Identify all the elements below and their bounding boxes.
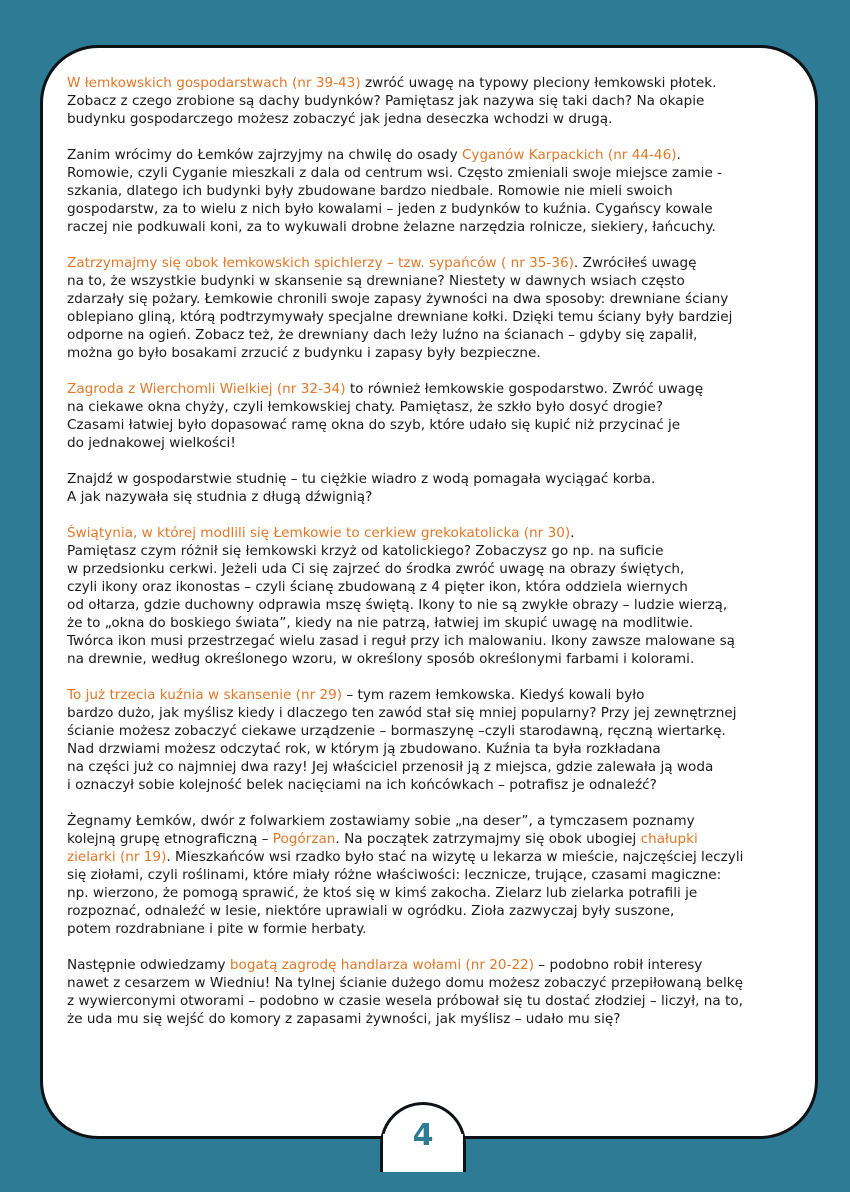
- text-line: [67, 758, 807, 776]
- text-line: [67, 992, 807, 1010]
- body-text: się ziołami, czyli roślinami, które miały różne właściwości: lecznicze, trujące, czasami magiczne:: [67, 867, 722, 883]
- body-text: . Na początek zatrzymajmy się obok ubogiej: [335, 831, 641, 847]
- text-line: [67, 326, 807, 344]
- body-text: zdarzały się pożary. Łemkowie chronili swoje zapasy żywności na dwa sposoby: drewniane ściany: [67, 291, 729, 307]
- text-line: [67, 830, 807, 848]
- text-line: [67, 722, 807, 740]
- body-text: można go było bosakami zrzucić z budynku i zapasy były bezpieczne.: [67, 345, 541, 361]
- text-line: [67, 110, 807, 128]
- paragraph: [67, 74, 807, 128]
- body-text: szkania, dlatego ich budynki były zbudowane bardzo niedbale. Romowie nie mieli swoich: [67, 183, 673, 199]
- body-text: to również łemkowskie gospodarstwo. Zwróć uwagę: [345, 381, 704, 397]
- text-line: [67, 686, 807, 704]
- text-line: [67, 524, 807, 542]
- highlighted-text: chałupki: [640, 831, 698, 847]
- text-line: [67, 200, 807, 218]
- body-text: nawet z cesarzem w Wiedniu! Na tylnej ścianie dużego domu możesz zobaczyć przepiłowaną belkę: [67, 975, 743, 991]
- text-line: [67, 866, 807, 884]
- body-text: . Mieszkańców wsi rzadko było stać na wizytę u lekarza w mieście, najczęściej leczyli: [166, 849, 744, 865]
- body-text: czyli ikony oraz ikonostas – czyli ścianę zbudowaną z 4 pięter ikon, która oddziela wiernych: [67, 579, 688, 595]
- body-text: Nad drzwiami możesz odczytać rok, w którym ją zbudowano. Kuźnia ta była rozkładana: [67, 741, 661, 757]
- body-text: na części już co najmniej dwa razy! Jej właściciel przenosił ją z miejsca, gdzie zalewała ją woda: [67, 759, 714, 775]
- body-text: oblepiano gliną, którą podtrzymywały specjalne drewniane kołki. Dzięki temu ściany były bardziej: [67, 309, 733, 325]
- text-line: [67, 470, 807, 488]
- body-text: Twórca ikon musi przestrzegać wielu zasad i reguł przy ich malowaniu. Ikony zawsze malowane są: [67, 633, 735, 649]
- text-line: [67, 776, 807, 794]
- text-line: [67, 398, 807, 416]
- highlighted-text: Zagroda z Wierchomli Wielkiej (nr 32-34): [67, 381, 346, 397]
- paragraph: [67, 254, 807, 362]
- body-text: Zobacz z czego zrobione są dachy budynków? Pamiętasz jak nazywa się taki dach? Na okapie: [67, 93, 705, 109]
- paragraph: [67, 812, 807, 938]
- body-text: .: [570, 525, 575, 541]
- body-text: .: [676, 147, 681, 163]
- body-text: Zanim wrócimy do Łemków zajrzyjmy na chwilę do osady: [67, 147, 462, 163]
- text-line: [67, 542, 807, 560]
- body-text: raczej nie podkuwali koni, za to wykuwali drobne żelazne narzędzia rolnicze, siekiery, łańcuchy.: [67, 219, 716, 235]
- body-text: Pamiętasz czym różnił się łemkowski krzyż od katolickiego? Zobaczysz go np. na suficie: [67, 543, 664, 559]
- body-text: z wywierconymi otworami – podobno w czasie wesela próbował się tu dostać złodziej – liczył, na to,: [67, 993, 743, 1009]
- body-text: Czasami łatwiej było dopasować ramę okna do szyb, które udało się kupić niż przycinać je: [67, 417, 681, 433]
- highlighted-text: Pogórzan: [272, 831, 336, 847]
- highlighted-text: Cyganów Karpackich (nr 44-46): [461, 147, 677, 163]
- body-text: na ciekawe okna chyży, czyli łemkowskiej chaty. Pamiętasz, że szkło było dosyć drogie?: [67, 399, 664, 415]
- text-line: [67, 812, 807, 830]
- text-line: [67, 974, 807, 992]
- body-text: że uda mu się wejść do komory z zapasami żywności, jak myślisz – udało mu się?: [67, 1011, 621, 1027]
- body-text: i oznaczył sobie kolejność belek nacięciami na ich końcówkach – potrafisz je odnaleźć?: [67, 777, 657, 793]
- paragraph: [67, 380, 807, 452]
- highlighted-text: zielarki (nr 19): [67, 849, 167, 865]
- body-text: na drewnie, według określonego wzoru, w określony sposób określonymi farbami i kolorami.: [67, 651, 695, 667]
- text-line: [67, 146, 807, 164]
- text-line: [67, 344, 807, 362]
- text-line: [67, 704, 807, 722]
- text-line: [67, 884, 807, 902]
- text-line: [67, 218, 807, 236]
- body-text: że to „okna do boskiego świata”, kiedy na nie patrzą, łatwiej im skupić uwagę na modlitwie.: [67, 615, 694, 631]
- body-text: odporne na ogień. Zobacz też, że drewniany dach leży luźno na ścianach – gdyby się zapalił,: [67, 327, 698, 343]
- body-text: Romowie, czyli Cyganie mieszkali z dala od centrum wsi. Często zmieniali swoje miejsce zamie -: [67, 165, 723, 181]
- paragraph: [67, 956, 807, 1028]
- body-text: – tym razem łemkowska. Kiedyś kowali było: [342, 687, 645, 703]
- text-line: [67, 272, 807, 290]
- body-text: Znajdź w gospodarstwie studnię – tu ciężkie wiadro z wodą pomagała wyciągać korba.: [67, 471, 656, 487]
- text-line: [67, 578, 807, 596]
- text-line: [67, 254, 807, 272]
- text-line: [67, 182, 807, 200]
- paragraph: [67, 146, 807, 236]
- text-line: [67, 650, 807, 668]
- text-line: [67, 902, 807, 920]
- body-text: rozpoznać, odnaleźć w lesie, niektóre uprawiali w ogródku. Zioła zazwyczaj były suszone,: [67, 903, 675, 919]
- highlighted-text: Zatrzymajmy się obok łemkowskich spichlerzy – tzw. sypańców ( nr 35-36): [67, 255, 574, 271]
- text-line: [67, 632, 807, 650]
- body-text: ścianie możesz zobaczyć ciekawe urządzenie – bormaszynę –czyli starodawną, ręczną wiertarkę.: [67, 723, 726, 739]
- body-text: . Zwróciłeś uwagę: [573, 255, 697, 271]
- text-line: [67, 596, 807, 614]
- text-line: [67, 416, 807, 434]
- article-body: [67, 74, 807, 1046]
- body-text: gospodarstw, za to wielu z nich było kowalami – jeden z budynków to kuźnia. Cygańscy kowale: [67, 201, 713, 217]
- text-line: [67, 92, 807, 110]
- text-line: [67, 956, 807, 974]
- page-number: 4: [412, 1118, 434, 1153]
- body-text: bardzo dużo, jak myślisz kiedy i dlaczego ten zawód stał się mniej popularny? Przy jej zewnętrznej: [67, 705, 737, 721]
- text-line: [67, 290, 807, 308]
- text-line: [67, 488, 807, 506]
- text-line: [67, 740, 807, 758]
- text-line: [67, 920, 807, 938]
- text-line: [67, 1010, 807, 1028]
- body-text: w przedsionku cerkwi. Jeżeli uda Ci się zajrzeć do środka zwróć uwagę na obrazy świętych,: [67, 561, 685, 577]
- text-line: [67, 848, 807, 866]
- body-text: na to, że wszystkie budynki w skansenie są drewniane? Niestety w dawnych wsiach często: [67, 273, 685, 289]
- text-line: [67, 74, 807, 92]
- text-line: [67, 434, 807, 452]
- body-text: budynku gospodarczego możesz zobaczyć jak jedna deseczka wchodzi w drugą.: [67, 111, 613, 127]
- paragraph: [67, 470, 807, 506]
- text-line: [67, 380, 807, 398]
- body-text: Żegnamy Łemków, dwór z folwarkiem zostawiamy sobie „na deser”, a tymczasem poznamy: [67, 813, 695, 829]
- text-line: [67, 164, 807, 182]
- paragraph: [67, 524, 807, 668]
- body-text: Następnie odwiedzamy: [67, 957, 230, 973]
- highlighted-text: bogatą zagrodę handlarza wołami (nr 20-22): [229, 957, 535, 973]
- highlighted-text: Świątynia, w której modlili się Łemkowie to cerkiew grekokatolicka (nr 30): [67, 525, 571, 541]
- paragraph: [67, 686, 807, 794]
- body-text: do jednakowej wielkości!: [67, 435, 236, 451]
- text-line: [67, 308, 807, 326]
- highlighted-text: To już trzecia kuźnia w skansenie (nr 29): [67, 687, 343, 703]
- body-text: np. wierzono, że pomogą sprawić, że ktoś się w kimś zakocha. Zielarz lub zielarka potrafili je: [67, 885, 698, 901]
- body-text: kolejną grupę etnograficzną –: [67, 831, 273, 847]
- text-line: [67, 560, 807, 578]
- highlighted-text: W łemkowskich gospodarstwach (nr 39-43): [67, 75, 361, 91]
- body-text: od ołtarza, gdzie duchowny odprawia mszę świętą. Ikony to nie są zwykłe obrazy – ludzie wierzą,: [67, 597, 728, 613]
- body-text: – podobno robił interesy: [534, 957, 703, 973]
- body-text: zwróć uwagę na typowy pleciony łemkowski płotek.: [360, 75, 717, 91]
- body-text: potem rozdrabniane i pite w formie herbaty.: [67, 921, 367, 937]
- text-line: [67, 614, 807, 632]
- body-text: A jak nazywała się studnia z długą dźwignią?: [67, 489, 373, 505]
